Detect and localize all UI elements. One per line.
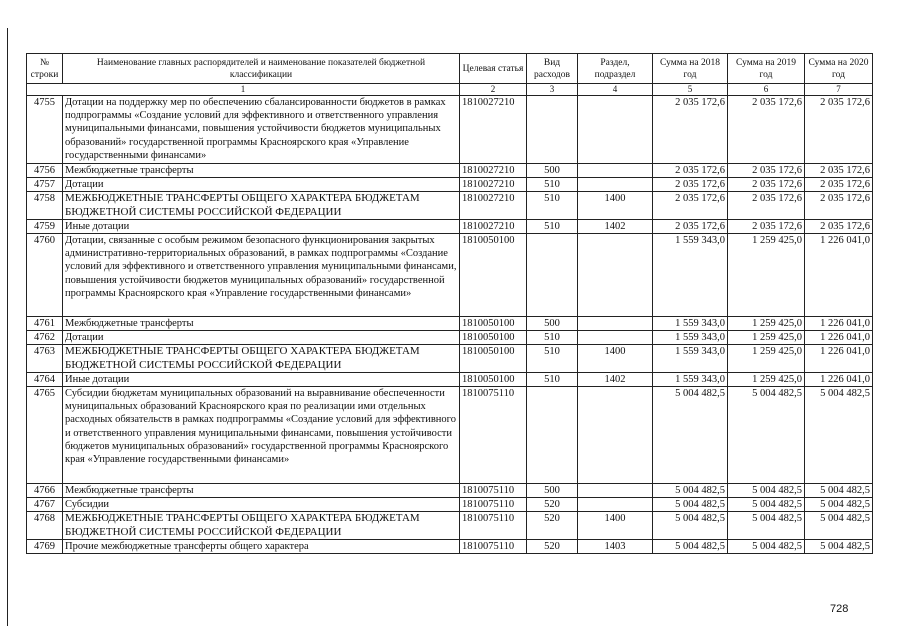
row-sum-2018: 5 004 482,5 [653, 498, 728, 512]
row-expense-type: 520 [527, 539, 578, 553]
row-name: Иные дотации [63, 372, 460, 386]
row-section [578, 234, 653, 317]
row-sum-2019: 5 004 482,5 [728, 512, 805, 539]
row-number: 4766 [27, 484, 63, 498]
row-name: Межбюджетные трансферты [63, 484, 460, 498]
header-rz: Раздел, подраздел [578, 54, 653, 84]
row-section: 1403 [578, 539, 653, 553]
row-sum-2019: 1 259 425,0 [728, 317, 805, 331]
row-sum-2018: 2 035 172,6 [653, 164, 728, 178]
row-expense-type: 500 [527, 484, 578, 498]
row-sum-2019: 1 259 425,0 [728, 331, 805, 345]
row-section [578, 484, 653, 498]
index-cell: 6 [728, 84, 805, 96]
row-sum-2019: 5 004 482,5 [728, 387, 805, 484]
row-section [578, 96, 653, 164]
row-sum-2020: 2 035 172,6 [805, 219, 873, 233]
table-row [27, 331, 873, 345]
row-number: 4757 [27, 178, 63, 192]
row-name: Субсидии [63, 498, 460, 512]
row-section [578, 331, 653, 345]
header-sum-2020: Сумма на 2020 год [805, 54, 873, 84]
row-expense-type: 510 [527, 178, 578, 192]
row-sum-2018: 1 559 343,0 [653, 331, 728, 345]
row-target-code: 1810075110 [460, 512, 527, 539]
row-target-code: 1810075110 [460, 484, 527, 498]
row-name: Дотации, связанные с особым режимом безопасного функционирования закрытых административно-территориальных образований, в рамках подпрограммы «Создание условий для эффективного и ответственного управления муниципальными финансами, повышения устойчивости бюджетов муниципальных образований» государственной программы Красноярского края «Управление государственными финансами» [63, 234, 460, 317]
table-row [27, 345, 873, 372]
row-target-code: 1810027210 [460, 219, 527, 233]
row-sum-2019: 5 004 482,5 [728, 539, 805, 553]
row-sum-2018: 5 004 482,5 [653, 512, 728, 539]
row-sum-2019: 5 004 482,5 [728, 484, 805, 498]
row-expense-type: 510 [527, 372, 578, 386]
table-row [27, 317, 873, 331]
row-expense-type [527, 387, 578, 484]
row-number: 4760 [27, 234, 63, 317]
row-target-code: 1810050100 [460, 317, 527, 331]
row-name: Дотации [63, 331, 460, 345]
row-expense-type: 500 [527, 164, 578, 178]
table-row [27, 372, 873, 386]
row-section: 1400 [578, 512, 653, 539]
row-sum-2018: 1 559 343,0 [653, 317, 728, 331]
row-sum-2020: 5 004 482,5 [805, 387, 873, 484]
row-sum-2018: 5 004 482,5 [653, 484, 728, 498]
row-number: 4755 [27, 96, 63, 164]
row-number: 4758 [27, 192, 63, 219]
row-target-code: 1810075110 [460, 498, 527, 512]
header-sum-2019: Сумма на 2019 год [728, 54, 805, 84]
row-sum-2019: 2 035 172,6 [728, 96, 805, 164]
row-target-code: 1810075110 [460, 387, 527, 484]
row-section [578, 317, 653, 331]
table-row [27, 192, 873, 219]
table-row [27, 164, 873, 178]
row-sum-2020: 1 226 041,0 [805, 345, 873, 372]
row-sum-2019: 2 035 172,6 [728, 178, 805, 192]
row-section: 1400 [578, 192, 653, 219]
row-sum-2018: 2 035 172,6 [653, 192, 728, 219]
row-sum-2018: 5 004 482,5 [653, 387, 728, 484]
row-target-code: 1810050100 [460, 345, 527, 372]
row-name: Иные дотации [63, 219, 460, 233]
row-expense-type: 520 [527, 498, 578, 512]
row-section [578, 178, 653, 192]
table-row [27, 234, 873, 317]
row-expense-type: 510 [527, 192, 578, 219]
index-row [27, 84, 873, 96]
row-sum-2018: 1 559 343,0 [653, 372, 728, 386]
row-sum-2020: 5 004 482,5 [805, 498, 873, 512]
table-row [27, 219, 873, 233]
row-sum-2019: 5 004 482,5 [728, 498, 805, 512]
table-row [27, 178, 873, 192]
row-sum-2019: 2 035 172,6 [728, 219, 805, 233]
row-sum-2020: 2 035 172,6 [805, 178, 873, 192]
index-cell: 5 [653, 84, 728, 96]
index-cell: 4 [578, 84, 653, 96]
row-number: 4759 [27, 219, 63, 233]
row-sum-2020: 2 035 172,6 [805, 164, 873, 178]
row-sum-2018: 2 035 172,6 [653, 178, 728, 192]
row-expense-type [527, 234, 578, 317]
row-name: МЕЖБЮДЖЕТНЫЕ ТРАНСФЕРТЫ ОБЩЕГО ХАРАКТЕРА БЮДЖЕТАМ БЮДЖЕТНОЙ СИСТЕМЫ РОССИЙСКОЙ ФЕДЕРАЦИИ [63, 345, 460, 372]
row-sum-2020: 2 035 172,6 [805, 96, 873, 164]
row-sum-2020: 2 035 172,6 [805, 192, 873, 219]
row-name: Субсидии бюджетам муниципальных образований на выравнивание обеспеченности муниципальных образований Красноярского края по реализации ими отдельных расходных обязательств в рамках подпрограммы «Создание условий для эффективного и ответственного управления муниципальными финансами, повышения устойчивости бюджетов муниципальных образований» государственной программы Красноярского края «Управление государственными финансами» [63, 387, 460, 484]
row-number: 4756 [27, 164, 63, 178]
row-target-code: 1810027210 [460, 96, 527, 164]
row-sum-2018: 1 559 343,0 [653, 234, 728, 317]
row-number: 4763 [27, 345, 63, 372]
row-sum-2018: 1 559 343,0 [653, 345, 728, 372]
table-row [27, 498, 873, 512]
row-number: 4769 [27, 539, 63, 553]
header-name: Наименование главных распорядителей и наименование показателей бюджетной классификации [63, 54, 460, 84]
table-row [27, 512, 873, 539]
row-sum-2020: 1 226 041,0 [805, 317, 873, 331]
table-row [27, 539, 873, 553]
row-sum-2018: 5 004 482,5 [653, 539, 728, 553]
row-number: 4764 [27, 372, 63, 386]
row-expense-type: 510 [527, 219, 578, 233]
table-row [27, 387, 873, 484]
row-sum-2020: 5 004 482,5 [805, 539, 873, 553]
header-code: Целевая статья [460, 54, 527, 84]
header-num: № строки [27, 54, 63, 84]
row-sum-2018: 2 035 172,6 [653, 96, 728, 164]
margin-rule [7, 28, 8, 626]
row-sum-2020: 5 004 482,5 [805, 512, 873, 539]
row-target-code: 1810027210 [460, 164, 527, 178]
row-number: 4768 [27, 512, 63, 539]
row-number: 4767 [27, 498, 63, 512]
row-target-code: 1810050100 [460, 234, 527, 317]
row-expense-type: 500 [527, 317, 578, 331]
row-section [578, 387, 653, 484]
row-sum-2019: 2 035 172,6 [728, 164, 805, 178]
page-number: 728 [830, 603, 849, 615]
row-section: 1400 [578, 345, 653, 372]
row-expense-type: 510 [527, 331, 578, 345]
index-cell: 7 [805, 84, 873, 96]
index-cell: 3 [527, 84, 578, 96]
row-sum-2020: 1 226 041,0 [805, 234, 873, 317]
row-number: 4765 [27, 387, 63, 484]
row-sum-2019: 1 259 425,0 [728, 372, 805, 386]
row-target-code: 1810027210 [460, 178, 527, 192]
row-target-code: 1810075110 [460, 539, 527, 553]
row-expense-type: 520 [527, 512, 578, 539]
row-section: 1402 [578, 219, 653, 233]
table-row [27, 96, 873, 164]
row-name: МЕЖБЮДЖЕТНЫЕ ТРАНСФЕРТЫ ОБЩЕГО ХАРАКТЕРА БЮДЖЕТАМ БЮДЖЕТНОЙ СИСТЕМЫ РОССИЙСКОЙ ФЕДЕРАЦИИ [63, 512, 460, 539]
row-sum-2020: 5 004 482,5 [805, 484, 873, 498]
row-name: Межбюджетные трансферты [63, 317, 460, 331]
row-number: 4761 [27, 317, 63, 331]
row-sum-2019: 1 259 425,0 [728, 345, 805, 372]
row-name: Межбюджетные трансферты [63, 164, 460, 178]
row-target-code: 1810050100 [460, 331, 527, 345]
row-sum-2019: 1 259 425,0 [728, 234, 805, 317]
row-section [578, 498, 653, 512]
row-sum-2020: 1 226 041,0 [805, 331, 873, 345]
row-sum-2018: 2 035 172,6 [653, 219, 728, 233]
header-row [27, 54, 873, 84]
row-name: Дотации на поддержку мер по обеспечению сбалансированности бюджетов в рамках подпрограммы «Создание условий для эффективного и ответственного управления муниципальными финансами, повышения устойчивости бюджетов муниципальных образований» государственной программы Красноярского края «Управление государственными финансами» [63, 96, 460, 164]
row-section [578, 164, 653, 178]
table-row [27, 484, 873, 498]
row-name: МЕЖБЮДЖЕТНЫЕ ТРАНСФЕРТЫ ОБЩЕГО ХАРАКТЕРА БЮДЖЕТАМ БЮДЖЕТНОЙ СИСТЕМЫ РОССИЙСКОЙ ФЕДЕРАЦИИ [63, 192, 460, 219]
row-sum-2020: 1 226 041,0 [805, 372, 873, 386]
budget-table [26, 53, 873, 554]
row-name: Дотации [63, 178, 460, 192]
row-target-code: 1810027210 [460, 192, 527, 219]
row-expense-type [527, 96, 578, 164]
row-expense-type: 510 [527, 345, 578, 372]
row-number: 4762 [27, 331, 63, 345]
row-target-code: 1810050100 [460, 372, 527, 386]
index-cell: 2 [460, 84, 527, 96]
row-section: 1402 [578, 372, 653, 386]
row-sum-2019: 2 035 172,6 [728, 192, 805, 219]
index-cell-name: 1 [27, 84, 460, 96]
header-sum-2018: Сумма на 2018 год [653, 54, 728, 84]
row-name: Прочие межбюджетные трансферты общего характера [63, 539, 460, 553]
header-vr: Вид расходов [527, 54, 578, 84]
